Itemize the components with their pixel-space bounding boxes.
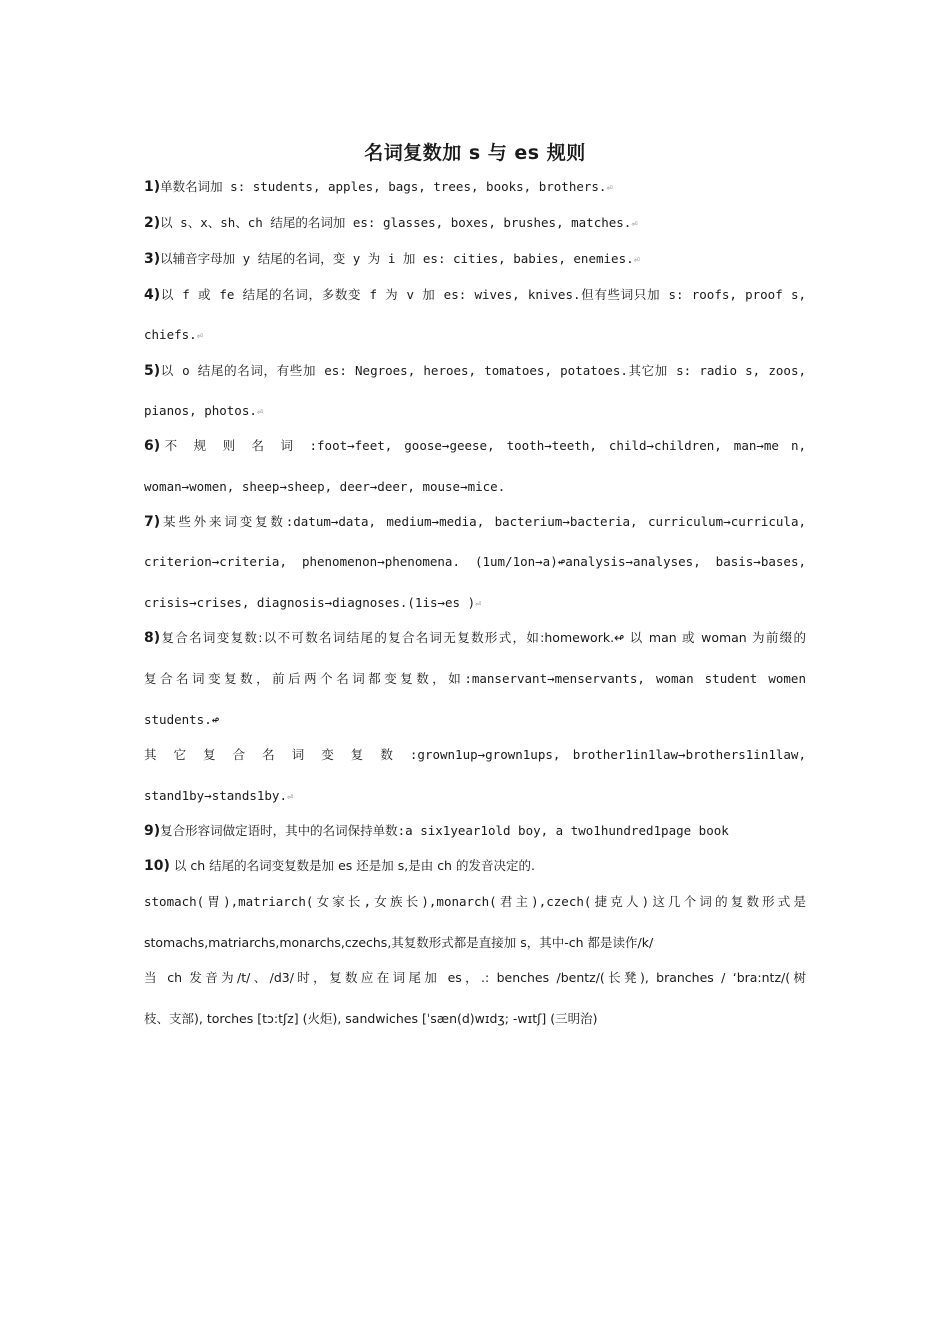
rule-text: stomach(胃),matriarch(女家长,女族长),monarch(君主),czech(捷克人)这几个词的复数形式是 [144, 894, 806, 909]
rule-text: 其 它 复 合 名 词 变 复 数 :grown1up→grown1ups, brother1in1law→brothers1in1law, [144, 747, 806, 762]
paragraph-mark-icon: ⏎ [606, 183, 613, 194]
rule-number: 6) [144, 438, 161, 454]
rule-line-10-cont-3 [144, 969, 806, 987]
rule-text: 以 f 或 fe 结尾的名词，多数变 f 为 v 加 es: wives, knives.但有些词只加 s: roofs, proof s, [160, 287, 806, 302]
rule-line-3 [144, 250, 806, 270]
rule-line-10 [144, 857, 806, 875]
rule-number: 7) [144, 514, 161, 530]
paragraph-mark-icon: ⏎ [287, 792, 294, 803]
rule-number: 9) [144, 823, 161, 839]
rule-text: students.↫ [144, 712, 220, 727]
paragraph-mark-icon: ⏎ [256, 407, 263, 418]
rule-line-4 [144, 286, 806, 304]
paragraph-mark-icon: ⏎ [631, 219, 638, 230]
rule-line-7-cont-1 [144, 553, 806, 571]
paragraph-mark-icon: ⏎ [475, 599, 482, 610]
rule-number: 10) [144, 858, 170, 874]
document-title: 名词复数加 s 与 es 规则 [364, 142, 586, 164]
rule-text: woman→women, sheep→sheep, deer→deer, mouse→mice. [144, 479, 506, 494]
rule-text: 单数名词加 s: students, apples, bags, trees, books, brothers. [160, 179, 607, 194]
rule-line-8 [144, 629, 806, 647]
rule-number: 5) [144, 363, 161, 379]
rule-line-8-cont-3 [144, 746, 806, 764]
rule-line-8-cont-2 [144, 711, 806, 729]
rule-text: 以辅音字母加 y 结尾的名词，变 y 为 i 加 es: cities, babies, enemies. [160, 251, 634, 266]
rule-line-7-cont-2 [144, 594, 806, 614]
rule-number: 1) [144, 179, 161, 195]
rule-line-2 [144, 214, 806, 234]
rule-line-4-cont [144, 326, 806, 346]
rule-text: criterion→criteria, phenomenon→phenomena. (1um/1on→a)↫analysis→analyses, basis→bases, [144, 554, 806, 569]
paragraph-mark-icon: ⏎ [196, 331, 203, 342]
rule-line-10-cont-1 [144, 893, 806, 911]
rule-text: stand1by→stands1by. [144, 788, 287, 803]
rule-text: 复合形容词做定语时，其中的名词保持单数:a six1year1old boy, a two1hundred1page book [160, 823, 729, 838]
paragraph-mark-icon: ⏎ [633, 255, 640, 266]
rule-line-8-cont-4 [144, 787, 806, 807]
rule-text: 复合名词变复数，前后两个名词都变复数，如:manservant→menservants, woman student women [144, 671, 806, 686]
rule-number: 2) [144, 215, 161, 231]
rule-text: 不 规 则 名 词 :foot→feet, goose→geese, tooth→teeth, child→children, man→me n, [160, 438, 806, 453]
rule-text: chiefs. [144, 327, 197, 342]
rule-line-10-cont-2 [144, 934, 806, 952]
rule-line-6-cont [144, 478, 806, 496]
rule-number: 4) [144, 287, 161, 303]
rule-text: 枝、支部), torches [tɔ:tʃz] (火炬), sandwiches [ˈsæn(d)wɪdʒ; -wɪtʃ] (三明治) [144, 1011, 598, 1026]
rule-text: crisis→crises, diagnosis→diagnoses.(1is→es ) [144, 595, 476, 610]
rule-line-7 [144, 513, 806, 531]
rule-text: 以 s、x、sh、ch 结尾的名词加 es: glasses, boxes, brushes, matches. [160, 215, 632, 230]
rule-line-8-cont-1 [144, 670, 806, 688]
rule-text: 某些外来词变复数:datum→data, medium→media, bacterium→bacteria, curriculum→curricula, [160, 514, 806, 529]
rule-text: 以 ch 结尾的名词变复数是加 es 还是加 s,是由 ch 的发音决定的. [169, 858, 535, 873]
rule-line-6 [144, 437, 806, 455]
rule-text: 复合名词变复数:以不可数名词结尾的复合名词无复数形式，如:homework.↫ 以 man 或 woman 为前缀的 [160, 630, 806, 645]
rule-line-1 [144, 178, 806, 198]
rule-text: 当 ch 发音为/t/、/d3/时，复数应在词尾加 es，.: benches /bentz/(长凳), branches / ‘bra:ntz/(树 [144, 970, 806, 985]
rule-line-5-cont [144, 402, 806, 422]
rule-text: 以 o 结尾的名词，有些加 es: Negroes, heroes, tomatoes, potatoes.其它加 s: radio s, zoos, [160, 363, 806, 378]
rule-text: pianos, photos. [144, 403, 257, 418]
rule-line-10-cont-4 [144, 1010, 806, 1028]
rule-number: 8) [144, 630, 161, 646]
rule-line-5 [144, 362, 806, 380]
rule-number: 3) [144, 251, 161, 267]
rule-line-9 [144, 822, 806, 840]
rule-text: stomachs,matriarchs,monarchs,czechs,其复数形式都是直接加 s，其中-ch 都是读作/k/ [144, 935, 654, 950]
